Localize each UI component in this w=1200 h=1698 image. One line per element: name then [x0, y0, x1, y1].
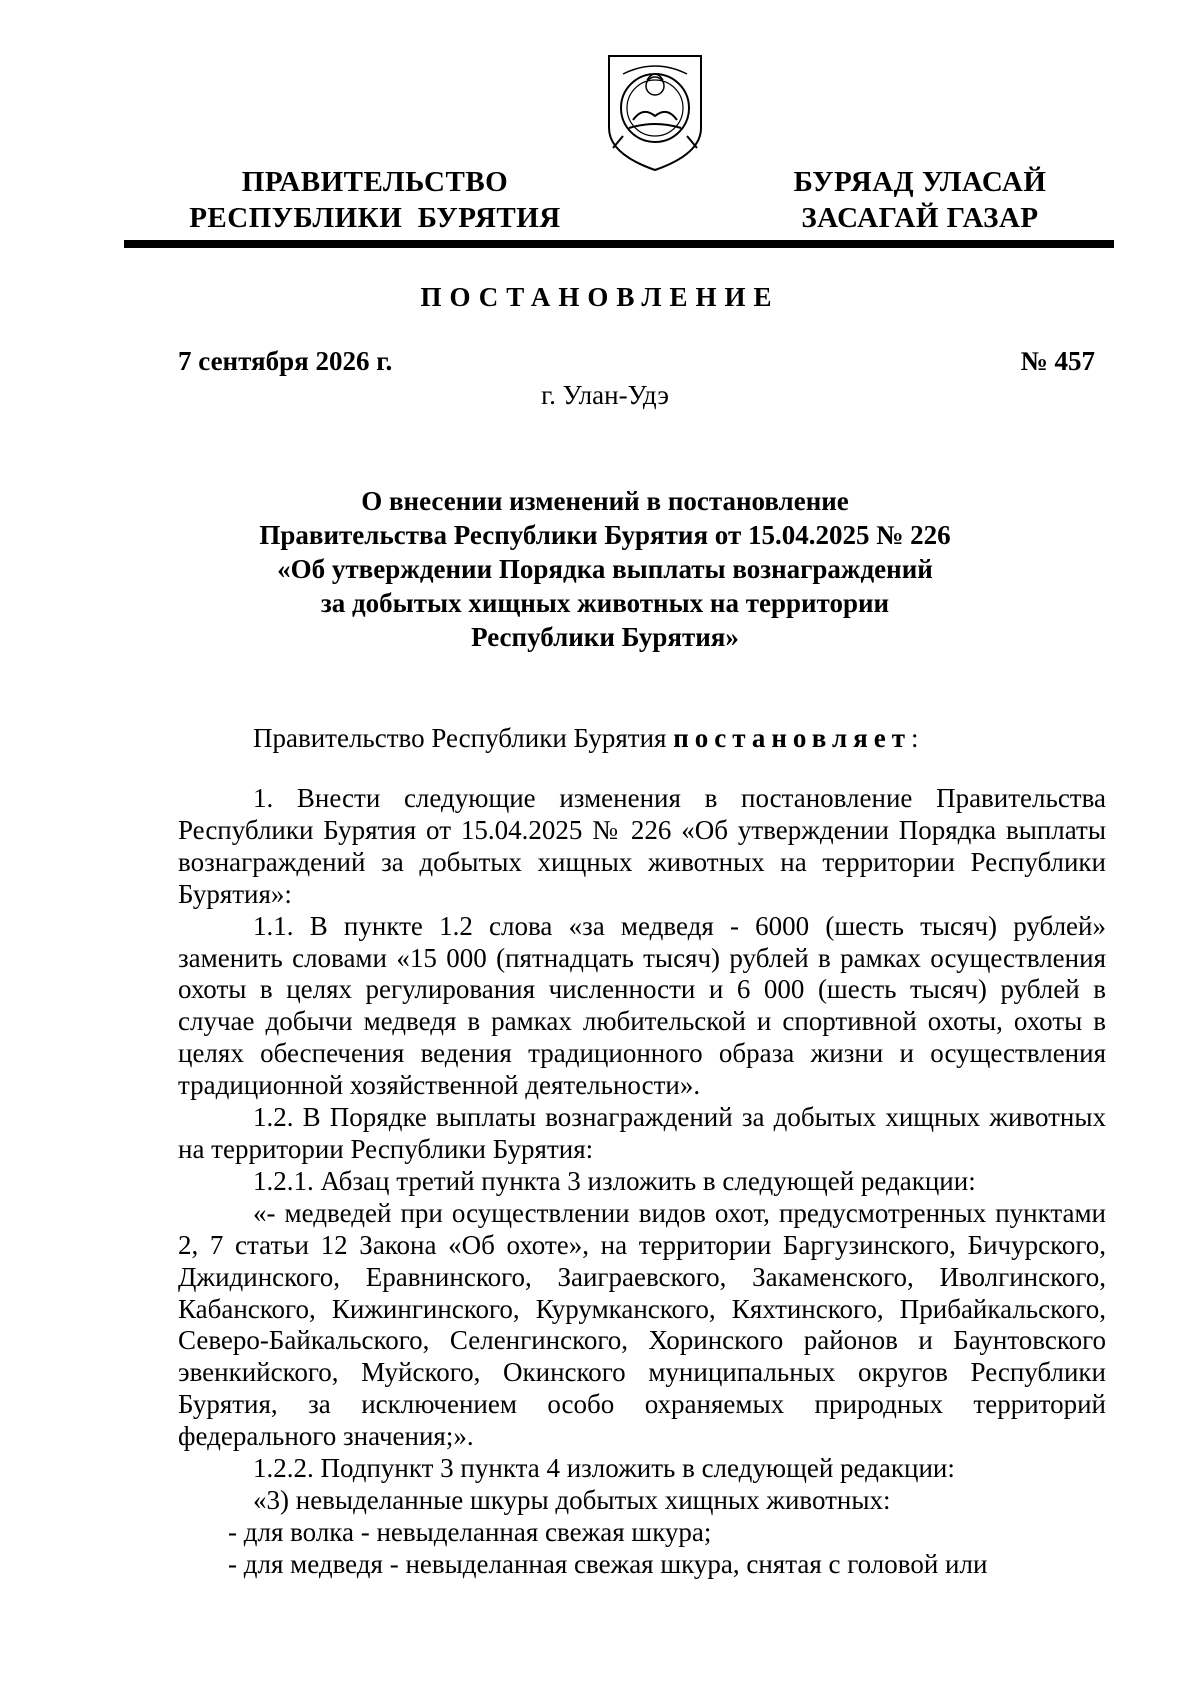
subject-line: Правительства Республики Бурятия от 15.04.2025 № 226 [259, 520, 951, 550]
header-right-line2: ЗАСАГАЙ ГАЗАР [801, 202, 1039, 234]
paragraph: - для волка - невыделанная свежая шкура; [228, 1516, 712, 1547]
paragraph: 1.2.2. Подпункт 3 пункта 4 изложить в следующей редакции: [253, 1453, 955, 1484]
document-subject [180, 484, 1030, 654]
paragraph: 1.2.1. Абзац третий пункта 3 изложить в следующей редакции: [253, 1165, 976, 1196]
paragraph: 1.2. В Порядке выплаты вознаграждений за добытых хищных животных на территории Республики Бурятия: [178, 1102, 1106, 1164]
header-rule [124, 240, 1114, 248]
document-title: ПОСТАНОВЛЕНИЕ [420, 282, 780, 312]
paragraph: «- медведей при осуществлении видов охот, предусмотренных пунктами 2, 7 статьи 12 Закона «Об охоте», на территории Баргузинского, Бичурского, Джидинского, Еравнинского, Заиграевского, Закаменского, Иволгинского, Кабанского, Кижингинского, Курумканского, Кяхтинского, Прибайкальского, Северо-Байкальского, Селенгинского, Хоринского районов и Баунтовского эвенкийского, Муйского, Окинского муниципальных округов Республики Бурятия, за исключением особо охраняемых природных территорий федерального значения;». [178, 1197, 1106, 1452]
paragraph: «3) невыделанные шкуры добытых хищных животных: [253, 1484, 891, 1515]
document-city: г. Улан-Удэ [541, 380, 669, 410]
subject-line: О внесении изменений в постановление [361, 486, 849, 516]
subject-line: Республики Бурятия» [471, 622, 739, 652]
header-left-line1: ПРАВИТЕЛЬСТВО [241, 166, 509, 198]
paragraph: 1. Внести следующие изменения в постановление Правительства Республики Бурятия от 15.04.2025 № 226 «Об утверждении Порядка выплаты вознаграждений за добытых хищных животных на территории Республики Бурятия»: [178, 783, 1106, 909]
header-left-line2: РЕСПУБЛИКИ БУРЯТИЯ [189, 202, 561, 234]
subject-line: «Об утверждении Порядка выплаты вознаграждений [277, 554, 933, 584]
coat-of-arms-icon [603, 50, 707, 174]
preamble-verb: постановляет [673, 723, 911, 753]
header-right [785, 164, 1055, 236]
preamble [253, 723, 918, 754]
preamble-text: Правительство Республики Бурятия [253, 723, 674, 753]
paragraph: 1.1. В пункте 1.2 слова «за медведя - 6000 (шесть тысяч) рублей» заменить словами «15 000 (пятнадцать тысяч) рублей в рамках осуществления охоты в целях регулирования численности и 6 000 (шесть тысяч) рублей в случае добычи медведя в рамках любительской и спортивной охоты, охоты в целях обеспечения ведения традиционного образа жизни и осуществления традиционной хозяйственной деятельности». [178, 910, 1106, 1101]
header-right-line1: БУРЯАД УЛАСАЙ [793, 166, 1047, 198]
header-left [185, 164, 565, 236]
document-body [178, 783, 1106, 1581]
paragraph: - для медведя - невыделанная свежая шкура, снятая с головой или [228, 1548, 988, 1579]
document-date: 7 сентября 2026 г. [178, 346, 393, 376]
preamble-tail: : [910, 723, 919, 753]
subject-line: за добытых хищных животных на территории [320, 588, 890, 618]
document-number: № 457 [1020, 346, 1095, 376]
